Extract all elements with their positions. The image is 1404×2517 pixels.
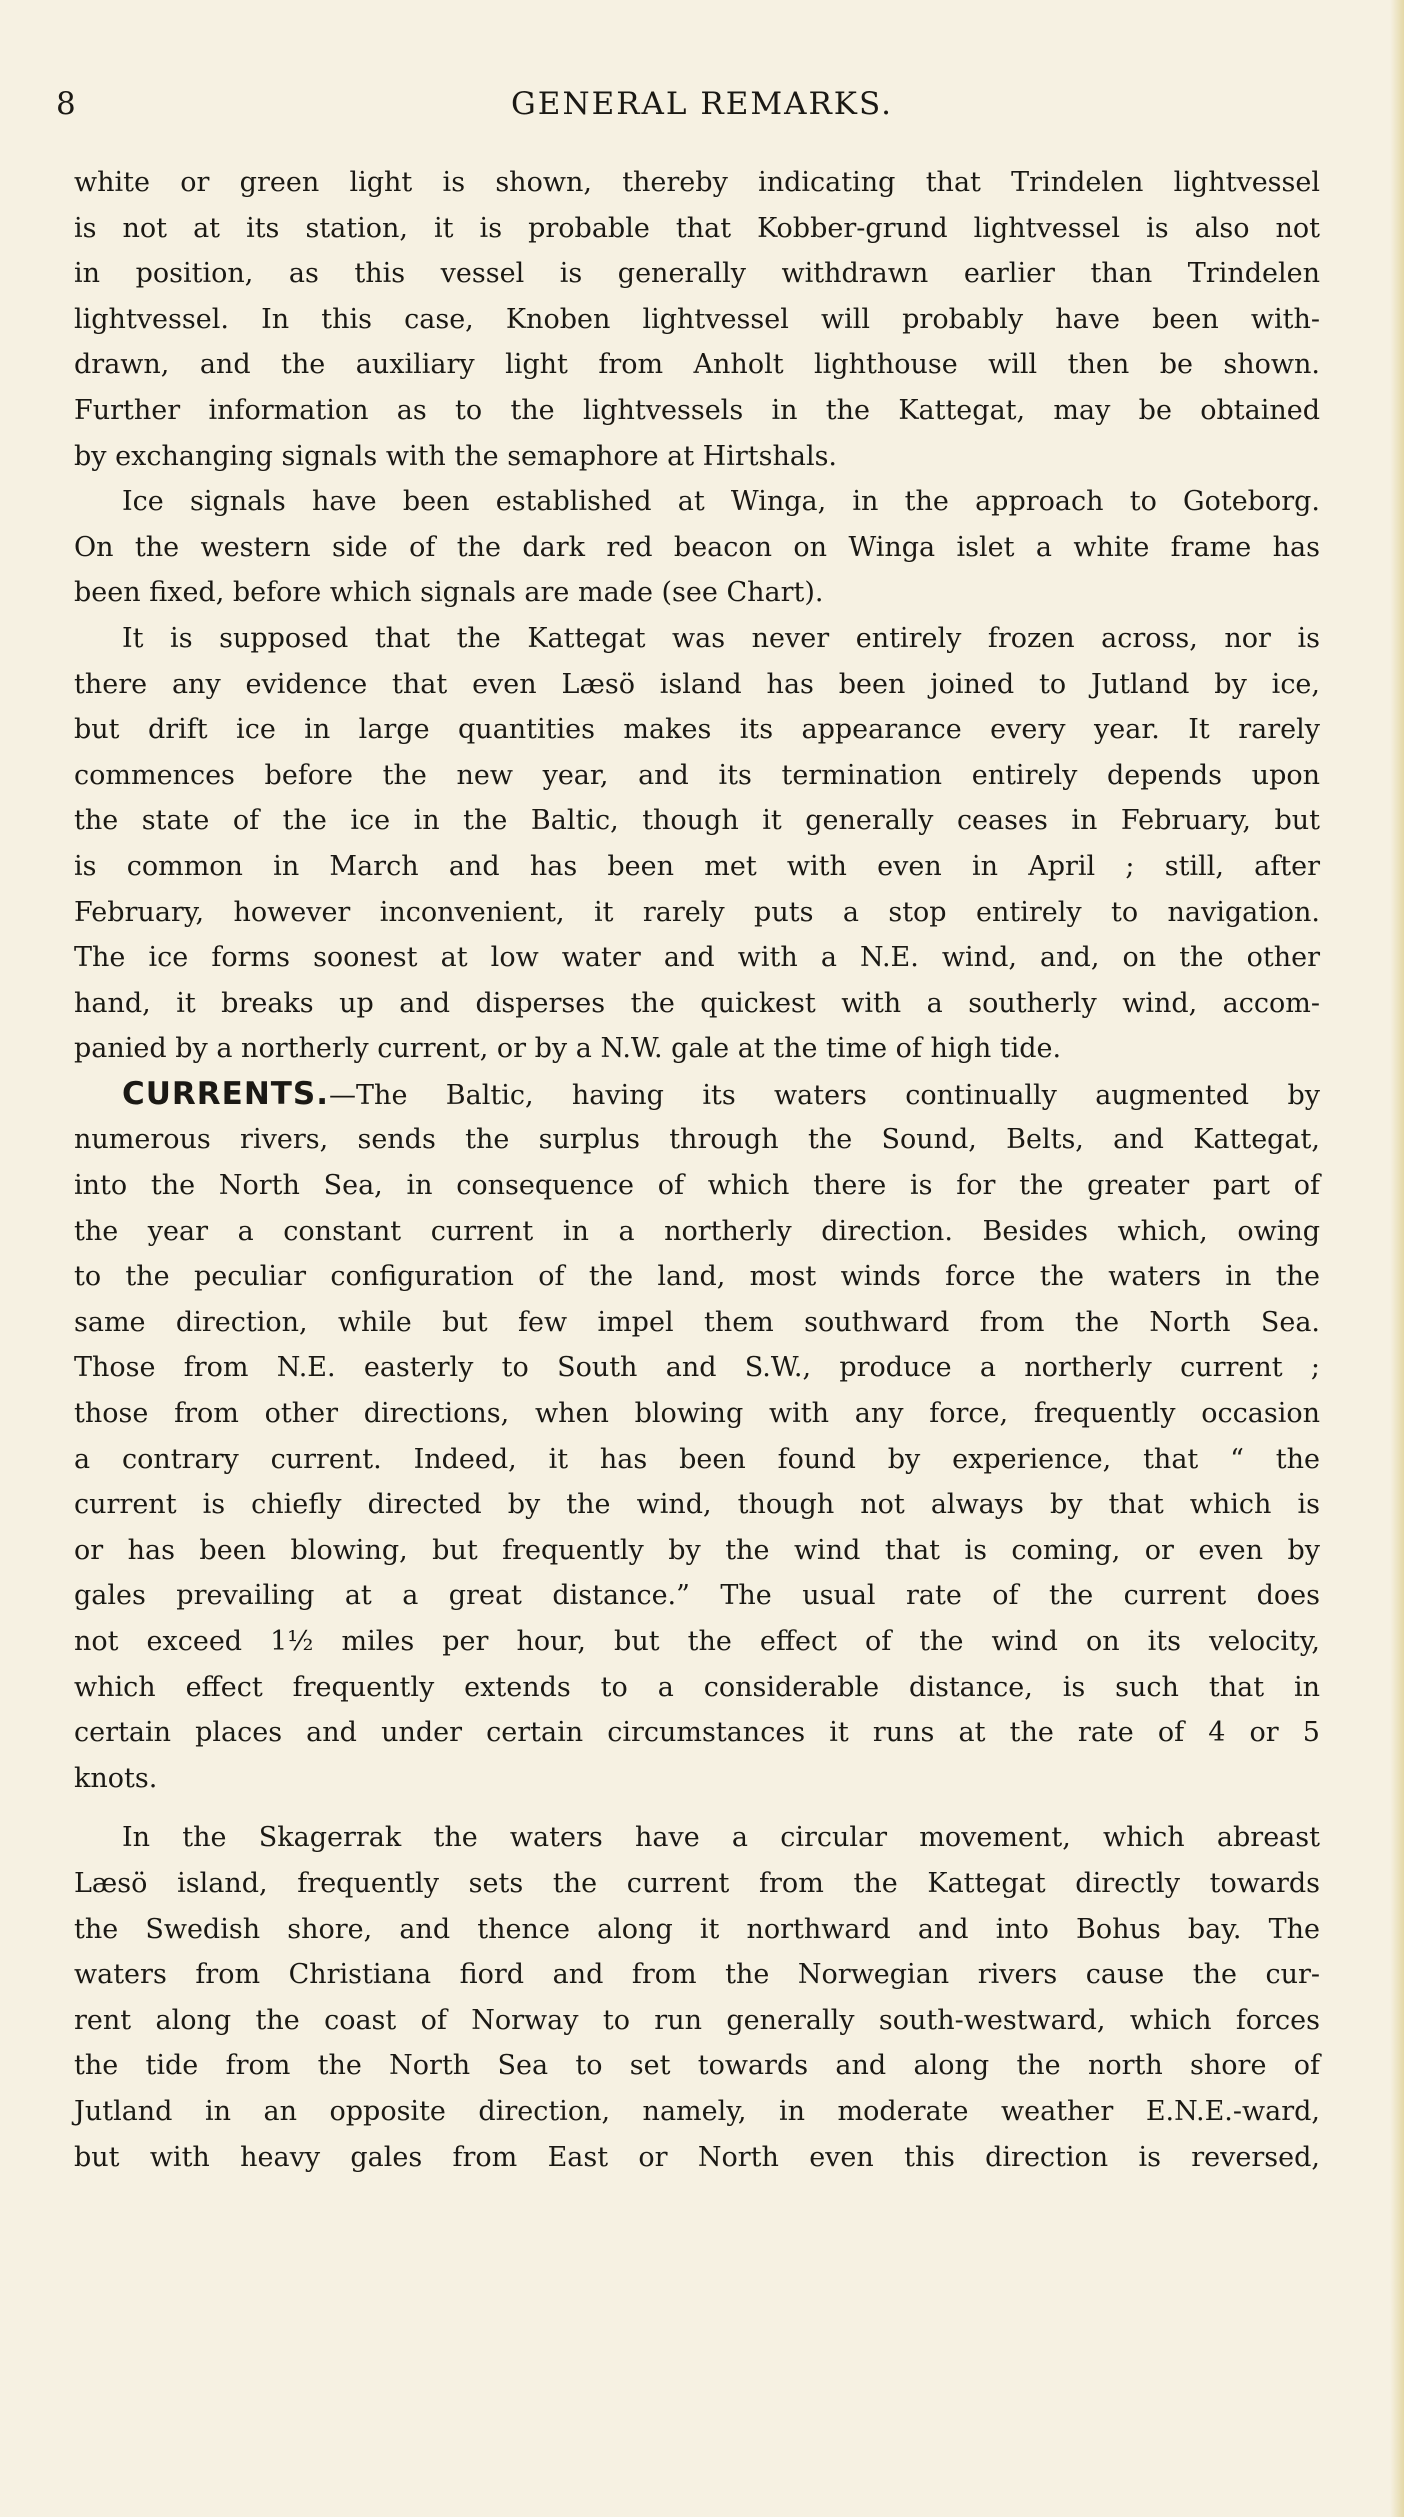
- running-title: GENERAL REMARKS.: [511, 86, 893, 122]
- text-line: same direction, while but few impel them southward from the North Sea.: [74, 1306, 1320, 1338]
- text-line: certain places and under certain circumstances it runs at the rate of 4 or 5: [74, 1717, 1320, 1749]
- text-line: is not at its station, it is probable that Kobber-grund lightvessel is also not: [74, 212, 1320, 244]
- page-edge-shading: [1390, 0, 1404, 2517]
- text-line: knots.: [74, 1762, 158, 1794]
- text-line: lightvessel. In this case, Knoben lightvessel will probably have been with-: [74, 303, 1320, 335]
- text-line: On the western side of the dark red beacon on Winga islet a white frame has: [74, 531, 1320, 563]
- text-line: which effect frequently extends to a considerable distance, is such that in: [74, 1671, 1320, 1703]
- text-line: a contrary current. Indeed, it has been found by experience, that “ the: [74, 1443, 1320, 1475]
- text-line: rent along the coast of Norway to run generally south-westward, which forces: [74, 2004, 1320, 2036]
- text-line: the year a constant current in a northerly direction. Besides which, owing: [74, 1215, 1320, 1247]
- text-line: is common in March and has been met with even in April ; still, after: [74, 850, 1320, 882]
- text-line: those from other directions, when blowing with any force, frequently occasion: [74, 1398, 1320, 1430]
- paragraph: [74, 479, 1320, 616]
- text-line: by exchanging signals with the semaphore at Hirtshals.: [74, 440, 838, 472]
- paragraph-currents: [74, 1072, 1320, 1802]
- paragraph: [74, 616, 1320, 1072]
- text-line: panied by a northerly current, or by a N.W. gale at the time of high tide.: [74, 1033, 1062, 1065]
- text-line: Jutland in an opposite direction, namely, in moderate weather E.N.E.-ward,: [74, 2095, 1320, 2127]
- text-line: white or green light is shown, thereby indicating that Trindelen lightvessel: [74, 167, 1320, 198]
- text-line: to the peculiar configuration of the land, most winds force the waters in the: [74, 1261, 1320, 1293]
- text-line: there any evidence that even Læsö island has been joined to Jutland by ice,: [74, 668, 1320, 700]
- body-text: [74, 160, 1320, 2180]
- text-line: but with heavy gales from East or North even this direction is reversed,: [74, 2141, 1320, 2173]
- text-line: the tide from the North Sea to set towards and along the north shore of: [74, 2050, 1320, 2082]
- text-line: current is chiefly directed by the wind, though not always by that which is: [74, 1489, 1320, 1521]
- text-line: gales prevailing at a great distance.” The usual rate of the current does: [74, 1580, 1320, 1612]
- text-line: not exceed 1½ miles per hour, but the effect of the wind on its velocity,: [74, 1626, 1320, 1657]
- text-line: drawn, and the auxiliary light from Anholt lighthouse will then be shown.: [74, 349, 1320, 381]
- text-line: been fixed, before which signals are made (see Chart).: [74, 577, 824, 609]
- text-line-remainder: —The Baltic, having its waters continually augmented by: [329, 1079, 1320, 1111]
- text-line: the Swedish shore, and thence along it northward and into Bohus bay. The: [74, 1913, 1320, 1945]
- text-line: Further information as to the lightvessels in the Kattegat, may be obtained: [74, 394, 1320, 426]
- text-line: into the North Sea, in consequence of which there is for the greater part of: [74, 1170, 1320, 1202]
- text-line: the state of the ice in the Baltic, though it generally ceases in February, but: [74, 805, 1320, 837]
- text-line: It is supposed that the Kattegat was never entirely frozen across, nor is: [122, 622, 1320, 654]
- text-line: February, however inconvenient, it rarely puts a stop entirely to navigation.: [74, 896, 1320, 928]
- text-line: waters from Christiana fiord and from the Norwegian rivers cause the cur-: [74, 1959, 1320, 1991]
- text-line: The ice forms soonest at low water and with a N.E. wind, and, on the other: [74, 942, 1320, 974]
- section-heading: CURRENTS.: [122, 1075, 330, 1112]
- text-line: Læsö island, frequently sets the current from the Kattegat directly towards: [74, 1867, 1320, 1899]
- page-header: [0, 86, 1404, 136]
- text-line: [74, 1072, 1320, 1118]
- text-line: hand, it breaks up and disperses the quickest with a southerly wind, accom-: [74, 987, 1320, 1019]
- text-line: In the Skagerrak the waters have a circular movement, which abreast: [122, 1822, 1320, 1854]
- page-number: 8: [56, 86, 77, 122]
- text-line: Ice signals have been established at Winga, in the approach to Goteborg.: [122, 486, 1320, 518]
- text-line: or has been blowing, but frequently by the wind that is coming, or even by: [74, 1534, 1320, 1566]
- text-line: but drift ice in large quantities makes its appearance every year. It rarely: [74, 714, 1320, 746]
- text-line: commences before the new year, and its termination entirely depends upon: [74, 759, 1320, 791]
- text-line: in position, as this vessel is generally withdrawn earlier than Trindelen: [74, 258, 1320, 290]
- paragraph: [74, 1815, 1320, 2180]
- text-line: Those from N.E. easterly to South and S.W., produce a northerly current ;: [74, 1352, 1320, 1384]
- text-line: numerous rivers, sends the surplus through the Sound, Belts, and Kattegat,: [74, 1124, 1320, 1156]
- paragraph: [74, 160, 1320, 479]
